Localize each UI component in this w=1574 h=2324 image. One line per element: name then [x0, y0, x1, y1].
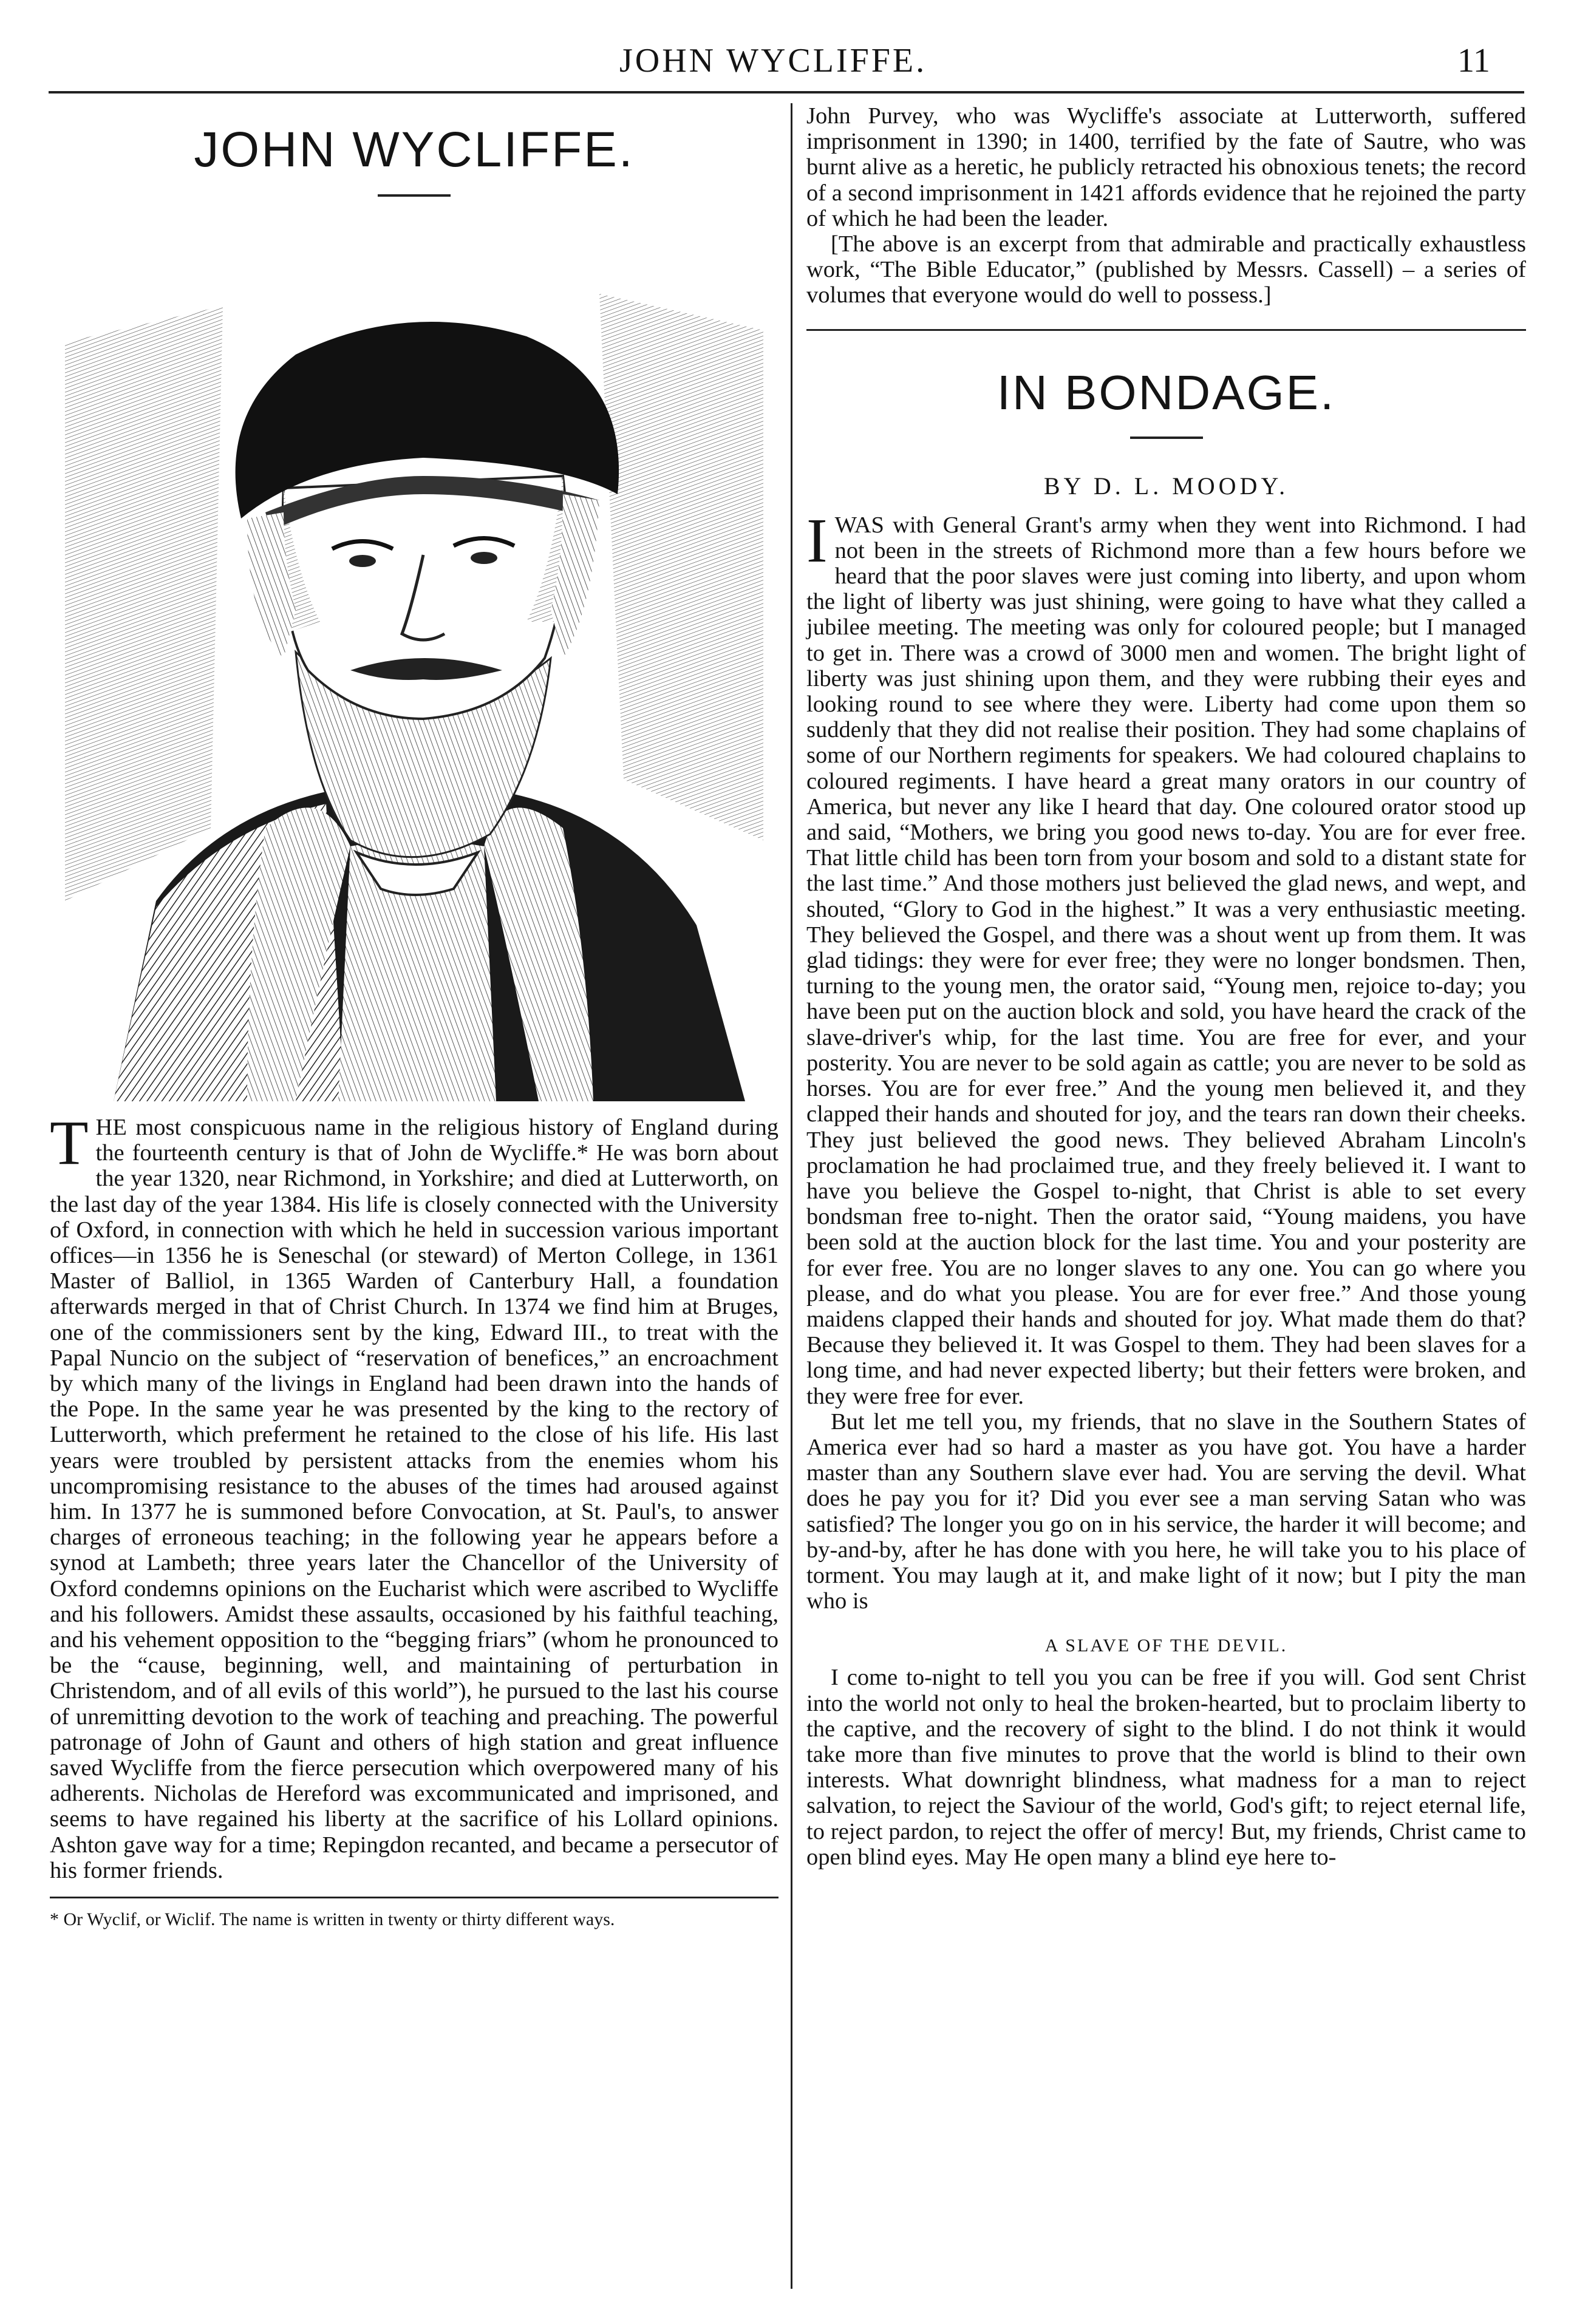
wycliffe-body — [50, 1108, 778, 1883]
title-rule — [378, 194, 451, 197]
portrait-engraving-icon — [65, 233, 763, 1101]
bondage-title: IN BONDAGE. — [997, 365, 1336, 420]
bondage-body — [806, 505, 1526, 1614]
footnote-rule — [50, 1897, 778, 1898]
bondage-paragraph-3: I come to-night to tell you you can be free if you will. God sent Christ into the world not only to heal the broken-hearted, but to proclaim liberty to the captive, and the recovery of sight to the blind. I do not think it would take more than five minutes to prove that the world is blind to their own interests. What downright blindness, what madness for a man to reject salvation, to reject the Saviour of the world, God's gift; to reject eternal life, to reject pardon, to reject the offer of mercy! But, my friends, Christ came to open blind eyes. May He open many a blind eye here to- — [806, 1665, 1526, 1870]
dropcap-i: I — [806, 505, 828, 576]
bondage-paragraph-1: WAS with General Grant's army when they went into Richmond. I had not been in the streets of Richmond more than a few hours before we heard that the poor slaves were just coming into liberty, and upon whom the light of liberty was just shining, were going to have what they called a jubilee meeting. The meeting was only for coloured people; but I managed to get in. There was a crowd of 3000 men and women. The bright light of liberty was just shining upon them, and they were rubbing their eyes and looking round to see where they were. Liberty had come upon them so suddenly that they did not realise their position. They had some chaplains of some of our Northern regiments for speakers. We had coloured chaplains to coloured regiments. I have heard a great many orators in our country of America, but never any like I heard that day. One coloured orator stood up and said, “Mothers, we bring you good news to-day. You are for ever free. That little child has been torn from your bosom and sold to a distant state for the last time.” And those mothers just believed the glad news, and wept, and shouted, “Glory to God in the highest.” It was a very enthusiastic meeting. They believed the Gospel, and there was a shout went up from them. It was glad tidings: they were for ever free; they were no longer bondsmen. Then, turning to the young men, the orator said, “Young men, rejoice to-day; you have been put on the auction block and sold, you have heard the crack of the slave-driver's whip, for the last time. You are free for ever, and your posterity. You are never to be sold again as cattle; you are never to be sold as horses. You are for ever free.” And the young men believed it, and they clapped their hands and shouted for joy, and the tears ran down their cheeks. They just believed the good news. They believed Abraham Lincoln's proclamation he had proclaimed true, and they freely believed it. I want to have you believe the Gospel to-night, that Christ is able to set every bondsman free to-night. Then the orator said, “Young maidens, you have been sold at the auction block for the last time. You and your posterity are for ever free. You are no longer slaves to any one. You can go where you please, and do what you please. You are for ever free.” And those young maidens clapped their hands and shouted for joy. What made them do that? Because they believed it. It was Gospel to them. They had been slaves for a long time, and had never expected liberty; but their fetters were broken, and they were free for ever. — [806, 512, 1526, 1409]
running-head — [0, 41, 1574, 90]
bondage-paragraph-2: But let me tell you, my friends, that no slave in the Southern States of America ever had so hard a master as you have got. You have a harder master than any Southern slave ever had. You are serving the devil. What does he pay you for it? Did you ever see a man serving Satan who was satisfied? The longer you go on in his service, the harder it will become; and by-and-by, after he has done with you here, he will take you to his place of torment. You may laugh at it, and make light of it now; but I pity the man who is — [806, 1408, 1526, 1614]
column-divider — [791, 103, 792, 2289]
running-title: JOHN WYCLIFFE. — [619, 42, 927, 80]
bondage-body-2 — [806, 1665, 1526, 1870]
subheading: A SLAVE OF THE DEVIL. — [1044, 1636, 1288, 1656]
editorial-note: [The above is an excerpt from that admirable and practically exhaustless work, “The Bible Educator,” (published by Messrs. Cassell) – a series of volumes that everyone would do well to possess.] — [806, 231, 1526, 308]
continuation-text — [806, 103, 1526, 308]
footnote: * Or Wyclif, or Wiclif. The name is written in twenty or thirty different ways. — [50, 1909, 615, 1930]
continuation-paragraph: John Purvey, who was Wycliffe's associate at Lutterworth, suffered imprisonment in 1390; in 1400, terrified by the fate of Sautre, who was burnt alive as a heretic, he publicly retracted his obnoxious tenets; the record of a second imprisonment in 1421 affords evidence that he rejoined the party of which he had been the leader. — [806, 103, 1526, 231]
header-rule — [49, 91, 1524, 93]
byline: BY D. L. MOODY. — [1043, 472, 1289, 500]
dropcap-t: T — [50, 1108, 89, 1178]
wycliffe-title: JOHN WYCLIFFE. — [194, 122, 635, 177]
page-number: 11 — [1457, 42, 1490, 80]
wycliffe-body-text: HE most conspicuous name in the religious history of England during the fourteenth century is that of John de Wycliffe.* He was born about the year 1320, near Richmond, in Yorkshire; and died at Lutterworth, on the last day of the year 1384. His life is closely connected with the University of Oxford, in connection with which he held in succession various important offices—in 1356 he is Seneschal (or steward) of Merton College, in 1361 Master of Balliol, in 1365 Warden of Canterbury Hall, a foundation afterwards merged in that of Christ Church. In 1374 we find him at Bruges, one of the commissioners sent by the king, Edward III., to treat with the Papal Nuncio on the subject of “reservation of benefices,” an encroachment by which many of the livings in England had been drawn into the hands of the Pope. In the same year he was presented by the king to the rectory of Lutterworth, which preferment he retained to the close of his life. His last years were troubled by persistent attacks from the enemies whom his uncompromising resistance to the abuses of the times had aroused against him. In 1377 he is summoned before Convocation, at St. Paul's, to answer charges of erroneous teaching; in the following year he appears before a synod at Lambeth; three years later the Chancellor of the University of Oxford condemns opinions on the Eucharist which were ascribed to Wycliffe and his followers. Amidst these assaults, occasioned by his faithful teaching, and his vehement opposition to the “begging friars” (whom he pronounced to be the “cause, beginning, well, and maintaining of perturbation in Christendom, and of all evils of this world”), he pursued to the last his course of unremitting devotion to the work of teaching and preaching. The powerful patronage of John of Gaunt and others of high station and great influence saved Wycliffe from the fierce persecution which overpowered many of his adherents. Nicholas de Hereford was excommunicated and imprisoned, and seems to have regained his liberty at the sacrifice of his Lollard opinions. Ashton gave way for a time; Repingdon recanted, and became a persecutor of his former friends. — [50, 1115, 778, 1883]
right-column — [806, 103, 1526, 2289]
wycliffe-article — [50, 121, 778, 2307]
bondage-title-rule — [1130, 437, 1203, 439]
section-rule — [806, 329, 1526, 331]
